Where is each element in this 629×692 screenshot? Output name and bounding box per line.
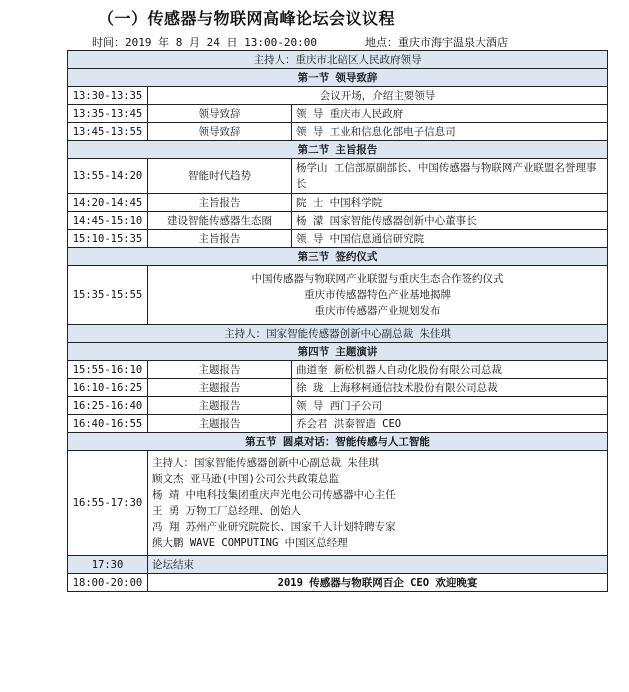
- table-row: [68, 230, 608, 248]
- host-row: [68, 325, 608, 343]
- table-row: [68, 379, 608, 397]
- time-cell: 17:30: [68, 556, 148, 574]
- meta-time: 时间：2019 年 8 月 24 日 13:00-20:00: [92, 36, 317, 49]
- table-row: [68, 194, 608, 212]
- table-row: [68, 556, 608, 574]
- list-item: 冯 翔 苏州产业研究院院长、国家千人计划特聘专家: [152, 521, 396, 533]
- table-row: [68, 266, 608, 325]
- content-cell: 领 导 重庆市人民政府: [292, 105, 608, 123]
- table-row: [68, 361, 608, 379]
- content-cell: 院 士 中国科学院: [292, 194, 608, 212]
- host-1: 主持人：重庆市北碚区人民政府领导: [68, 51, 608, 69]
- section-4-title: 第四节 主题演讲: [68, 343, 608, 361]
- type-cell: 主题报告: [148, 397, 292, 415]
- content-cell: 领 导 工业和信息化部电子信息司: [292, 123, 608, 141]
- signing-items: [148, 266, 608, 325]
- type-cell: 主题报告: [148, 361, 292, 379]
- table-row: [68, 87, 608, 105]
- section-1-title: 第一节 领导致辞: [68, 69, 608, 87]
- type-cell: 建设智能传感器生态圈: [148, 212, 292, 230]
- host-row: [68, 51, 608, 69]
- table-row: [68, 574, 608, 592]
- content-cell: 曲道奎 新松机器人自动化股份有限公司总裁: [292, 361, 608, 379]
- content-cell: 领 导 中国信息通信研究院: [292, 230, 608, 248]
- type-cell: 智能时代趋势: [148, 159, 292, 194]
- content-cell: 乔会君 洪泰智造 CEO: [292, 415, 608, 433]
- time-cell: 16:25-16:40: [68, 397, 148, 415]
- time-cell: 14:20-14:45: [68, 194, 148, 212]
- table-row: [68, 159, 608, 194]
- list-item: 王 勇 万物工厂总经理、创始人: [152, 505, 302, 517]
- section-header: [68, 248, 608, 266]
- section-header: [68, 141, 608, 159]
- content-cell: 杨 濛 国家智能传感器创新中心董事长: [292, 212, 608, 230]
- content-cell: 论坛结束: [148, 556, 608, 574]
- type-cell: 主题报告: [148, 379, 292, 397]
- host-2: 主持人：国家智能传感器创新中心副总裁 朱佳琪: [68, 325, 608, 343]
- section-header: [68, 343, 608, 361]
- section-header: [68, 433, 608, 451]
- content-cell: 会议开场，介绍主要领导: [148, 87, 608, 105]
- content-cell: 领 导 西门子公司: [292, 397, 608, 415]
- time-cell: 18:00-20:00: [68, 574, 148, 592]
- table-row: [68, 451, 608, 556]
- section-5-title: 第五节 圆桌对话：智能传感与人工智能: [68, 433, 608, 451]
- section-2-title: 第二节 主旨报告: [68, 141, 608, 159]
- list-item: 杨 靖 中电科技集团重庆声光电公司传感器中心主任: [152, 489, 396, 501]
- table-row: [68, 415, 608, 433]
- table-row: [68, 397, 608, 415]
- time-cell: 15:10-15:35: [68, 230, 148, 248]
- type-cell: 主题报告: [148, 415, 292, 433]
- list-item: 主持人：国家智能传感器创新中心副总裁 朱佳琪: [152, 457, 379, 469]
- panel-members: [148, 451, 608, 556]
- time-cell: 13:55-14:20: [68, 159, 148, 194]
- type-cell: 领导致辞: [148, 105, 292, 123]
- type-cell: 领导致辞: [148, 123, 292, 141]
- meta-line: [92, 34, 508, 50]
- type-cell: 主旨报告: [148, 194, 292, 212]
- agenda-table: [67, 50, 608, 592]
- table-row: [68, 212, 608, 230]
- table-row: [68, 105, 608, 123]
- list-item: 顾文杰 亚马逊(中国)公司公共政策总监: [152, 473, 339, 485]
- list-item: 熊大鹏 WAVE COMPUTING 中国区总经理: [152, 537, 348, 549]
- list-item: 重庆市传感器特色产业基地揭牌: [304, 289, 451, 301]
- content-cell: 杨学山 工信部原副部长、中国传感器与物联网产业联盟名誉理事长: [292, 159, 608, 194]
- time-cell: 16:10-16:25: [68, 379, 148, 397]
- list-item: 中国传感器与物联网产业联盟与重庆生态合作签约仪式: [251, 273, 504, 285]
- time-cell: 15:55-16:10: [68, 361, 148, 379]
- time-cell: 13:35-13:45: [68, 105, 148, 123]
- time-cell: 13:45-13:55: [68, 123, 148, 141]
- time-cell: 14:45-15:10: [68, 212, 148, 230]
- time-cell: 16:55-17:30: [68, 451, 148, 556]
- time-cell: 15:35-15:55: [68, 266, 148, 325]
- section-3-title: 第三节 签约仪式: [68, 248, 608, 266]
- page-title: （一）传感器与物联网高峰论坛会议议程: [98, 9, 396, 28]
- type-cell: 主旨报告: [148, 230, 292, 248]
- time-cell: 13:30-13:35: [68, 87, 148, 105]
- section-header: [68, 69, 608, 87]
- content-cell: 徐 珑 上海移柯通信技术股份有限公司总裁: [292, 379, 608, 397]
- meta-venue: 地点：重庆市海宇温泉大酒店: [364, 36, 508, 49]
- table-row: [68, 123, 608, 141]
- list-item: 重庆市传感器产业规划发布: [314, 305, 441, 317]
- content-cell: 2019 传感器与物联网百企 CEO 欢迎晚宴: [148, 574, 608, 592]
- time-cell: 16:40-16:55: [68, 415, 148, 433]
